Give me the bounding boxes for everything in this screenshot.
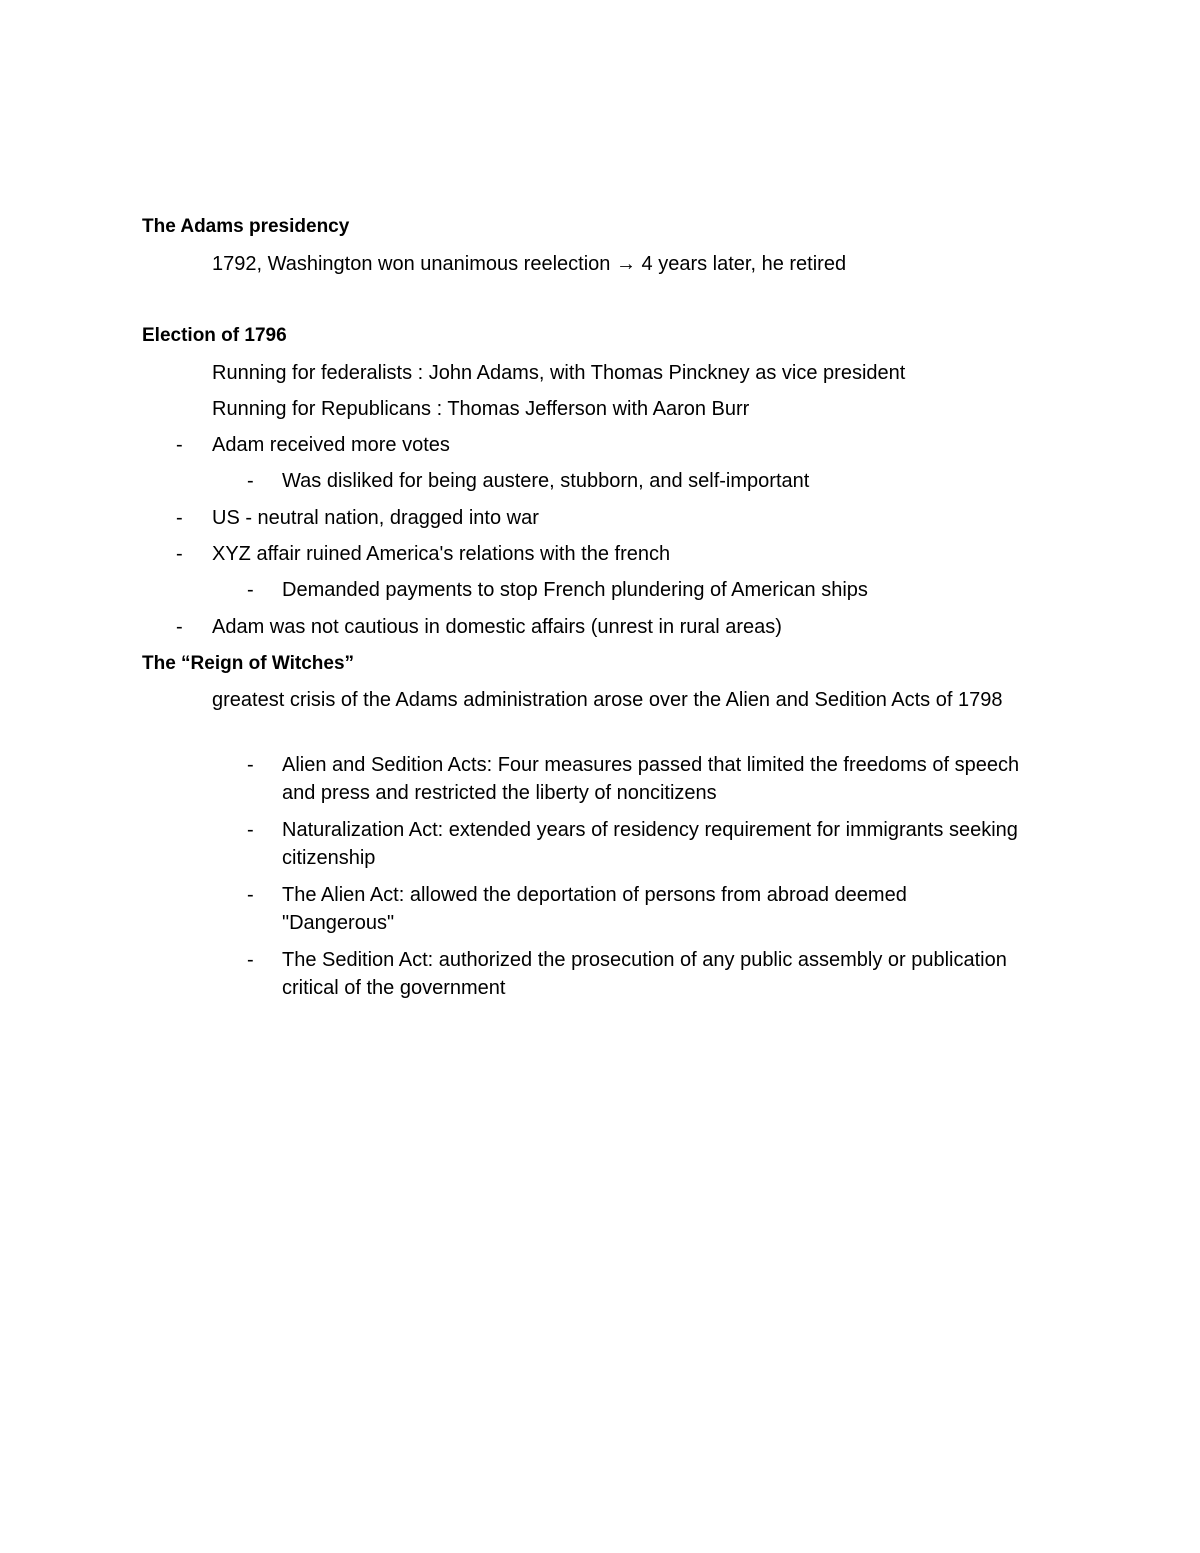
paragraph-line: 1792, Washington won unanimous reelection → 4 years later, he retired (212, 253, 847, 275)
sub-bullet-item: The Sedition Act: authorized the prosecution of any public assembly or publication critical of the government (282, 949, 1007, 999)
sub-bullet-item: Naturalization Act: extended years of residency requirement for immigrants seeking citizenship (282, 819, 1018, 869)
sub-bullet-item: Demanded payments to stop French plundering of American ships (282, 579, 868, 601)
sub-bullet-dash: - (247, 470, 254, 492)
sub-bullet-item: Was disliked for being austere, stubborn, and self-important (282, 470, 810, 492)
bullet-dash: - (176, 543, 183, 565)
sub-bullet-dash: - (247, 819, 254, 841)
heading-adams-presidency: The Adams presidency (142, 216, 350, 237)
sub-bullet-dash: - (247, 754, 254, 776)
bullet-item: US - neutral nation, dragged into war (212, 507, 539, 529)
sub-bullet-item: The Alien Act: allowed the deportation of persons from abroad deemed "Dangerous" (282, 884, 907, 934)
heading-election-1796: Election of 1796 (142, 325, 287, 346)
paragraph-line: Running for Republicans : Thomas Jefferson with Aaron Burr (212, 398, 750, 420)
sub-bullet-dash: - (247, 579, 254, 601)
paragraph-line: Running for federalists : John Adams, with Thomas Pinckney as vice president (212, 362, 906, 384)
bullet-dash: - (176, 616, 183, 638)
bullet-item: Adam received more votes (212, 434, 450, 456)
bullet-item: Adam was not cautious in domestic affairs (unrest in rural areas) (212, 616, 782, 638)
paragraph-line: greatest crisis of the Adams administration arose over the Alien and Sedition Acts of 1798 (212, 689, 1003, 711)
sub-bullet-dash: - (247, 884, 254, 906)
sub-bullet-item: Alien and Sedition Acts: Four measures passed that limited the freedoms of speech and press and restricted the liberty of noncitizens (282, 754, 1020, 804)
bullet-dash: - (176, 434, 183, 456)
heading-reign-of-witches: The “Reign of Witches” (142, 653, 355, 674)
bullet-item: XYZ affair ruined America's relations with the french (212, 543, 671, 565)
bullet-dash: - (176, 507, 183, 529)
sub-bullet-dash: - (247, 949, 254, 971)
